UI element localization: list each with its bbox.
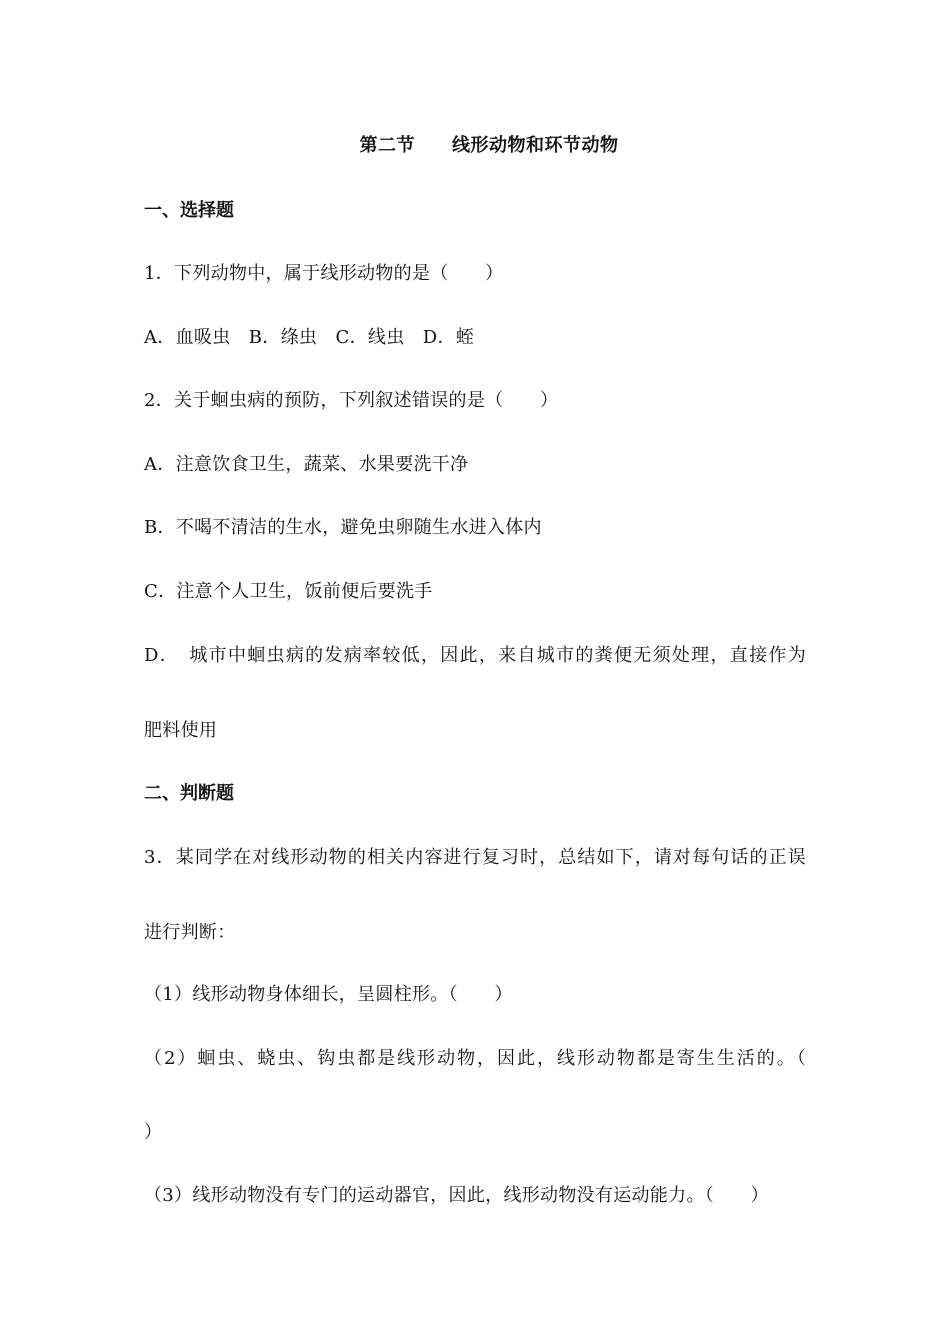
question-3-item-2: （2）蛔虫、蛲虫、钩虫都是线形动物，因此，线形动物都是寄生生活的。（ [144,1048,806,1069]
question-2-option-d-continued: 肥料使用 [144,720,218,741]
question-2-stem: 2．关于蛔虫病的预防，下列叙述错误的是（ ） [144,390,559,411]
section-heading-judgement: 二、判断题 [144,783,234,804]
page-title: 第二节 线形动物和环节动物 [359,135,619,156]
question-2-option-d: D． 城市中蛔虫病的发病率较低，因此，来自城市的粪便无须处理，直接作为 [144,645,806,666]
question-3-stem-continued: 进行判断： [144,922,236,943]
question-1-stem: 1．下列动物中，属于线形动物的是（ ） [144,263,504,284]
question-3-item-1: （1）线形动物身体细长，呈圆柱形。（ ） [144,984,513,1005]
question-2-option-b: B．不喝不清洁的生水，避免虫卵随生水进入体内 [144,517,542,538]
question-3-item-2-continued: ） [144,1122,163,1143]
question-2-option-a: A．注意饮食卫生，蔬菜、水果要洗干净 [144,454,469,475]
section-heading-choice: 一、选择题 [144,200,234,221]
question-3-stem: 3．某同学在对线形动物的相关内容进行复习时，总结如下，请对每句话的正误 [144,847,806,868]
question-2-option-c: C．注意个人卫生，饭前便后要洗手 [144,581,433,602]
question-3-item-3: （3）线形动物没有专门的运动器官，因此，线形动物没有运动能力。（ ） [144,1185,769,1206]
question-1-options: A．血吸虫 B．绦虫 C．线虫 D．蛭 [144,327,475,348]
